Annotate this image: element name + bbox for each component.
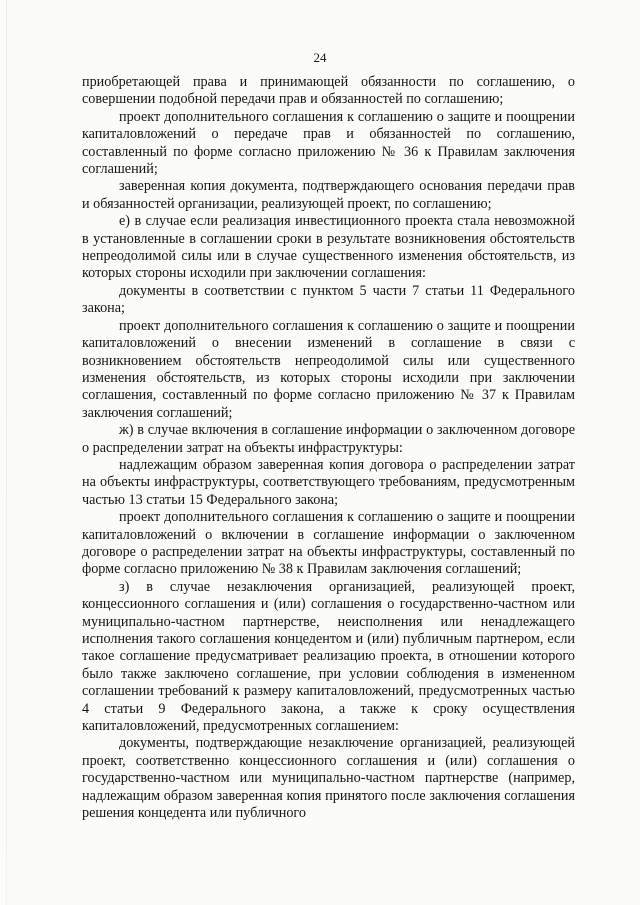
- page-number: 24: [313, 50, 327, 65]
- paragraph-documents-article-11: документы в соответствии с пунктом 5 части 7 статьи 11 Федерального закона;: [82, 282, 575, 317]
- paragraph-item-z: з) в случае незаключения организацией, реализующей проект, концессионного соглашения и (или) соглашения о государственно-частном или муниципально-частном партнерстве, неисполнения или ненадлежащего исполнения такого соглашения концедентом и (или) публичным партнером, если такое соглашение предусматривает реализацию проекта, в отношении которого было также заключено соглашение, при условии соблюдения в измененном соглашении требований к размеру капиталовложений, предусмотренных частью 4 статьи 9 Федерального закона, а также к сроку осуществления капиталовложений, предусмотренных соглашением:: [82, 578, 575, 735]
- paragraph-certified-copy: заверенная копия документа, подтверждающего основания передачи прав и обязанностей организации, реализующей проект, по соглашению;: [82, 178, 575, 212]
- document-body: [82, 74, 575, 822]
- paragraph-item-e: е) в случае если реализация инвестиционного проекта стала невозможной в установленные в соглашении сроки в результате возникновения обстоятельств непреодолимой силы или в случае существенного изменения обстоятельств, из которых стороны исходили при заключении соглашения:: [82, 213, 575, 282]
- paragraph-documents-nonconclusion: документы, подтверждающие незаключение организацией, реализующей проект, соответственно концессионного соглашения и (или) соглашения о государственно-частном или муниципально-частном партнерстве (например, надлежащим образом заверенная копия принятого после заключения соглашения решения концедента или публичного: [82, 735, 575, 822]
- scan-edge-mark: [6, 0, 7, 905]
- paragraph-item-zh: ж) в случае включения в соглашение информации о заключенном договоре о распределении затрат на объекты инфраструктуры:: [82, 422, 575, 456]
- paragraph-draft-agreement-37: проект дополнительного соглашения к соглашению о защите и поощрении капиталовложений о внесении изменений в соглашение в связи с возникновением обстоятельств непреодолимой силы или существенного изменения обстоятельств, из которых стороны исходили при заключении соглашения, составленный по форме согласно приложению № 37 к Правилам заключения соглашений;: [82, 317, 575, 421]
- paragraph-draft-agreement-38: проект дополнительного соглашения к соглашению о защите и поощрении капиталовложений о включении в соглашение информации о заключенном договоре о распределении затрат на объекты инфраструктуры, составленный по форме согласно приложению № 38 к Правилам заключения соглашений;: [82, 509, 575, 578]
- paragraph-cost-distribution-copy: надлежащим образом заверенная копия договора о распределении затрат на объекты инфраструктуры, соответствующего требованиям, предусмотренным частью 13 статьи 15 Федерального закона;: [82, 456, 575, 508]
- paragraph-continuation: приобретающей права и принимающей обязанности по соглашению, о совершении подобной передачи прав и обязанностей по соглашению;: [82, 74, 575, 108]
- paragraph-draft-agreement-36: проект дополнительного соглашения к соглашению о защите и поощрении капиталовложений о передаче прав и обязанностей по соглашению, составленный по форме согласно приложению № 36 к Правилам заключения соглашений;: [82, 108, 575, 178]
